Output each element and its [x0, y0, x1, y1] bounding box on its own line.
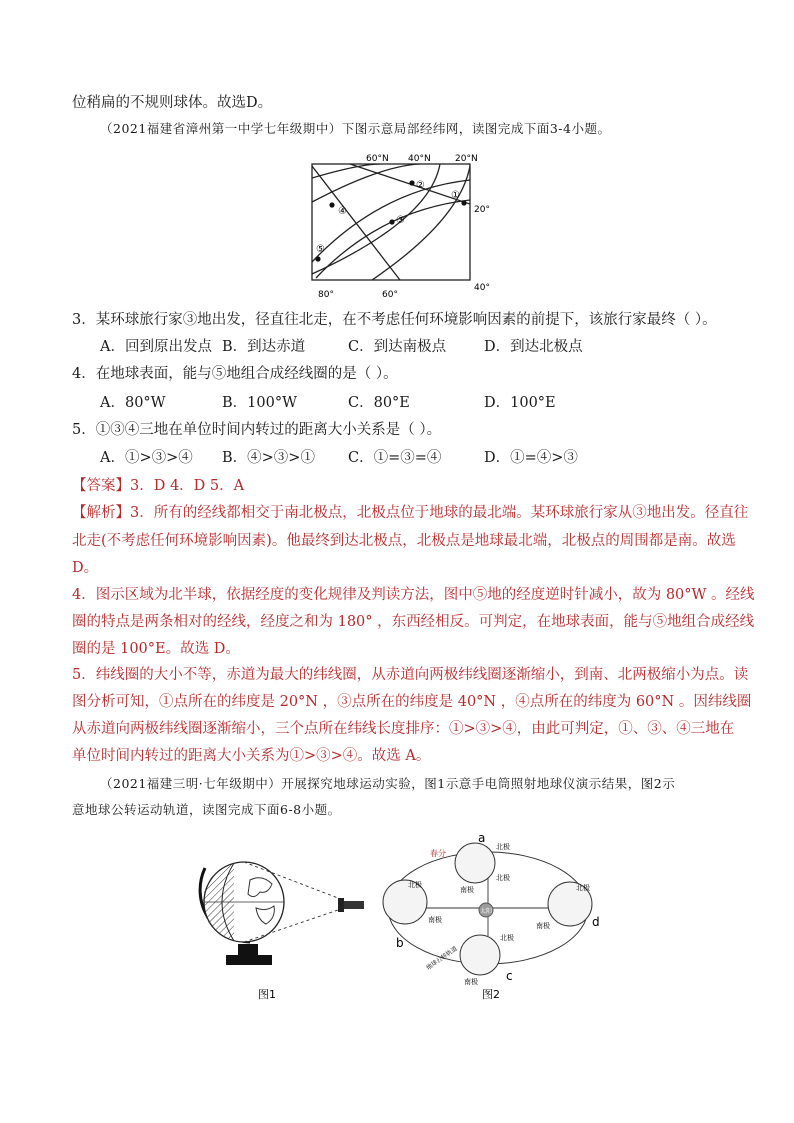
graticule-map — [0, 150, 794, 300]
dot-3 — [389, 219, 394, 224]
north-pole-a: 北极 — [496, 843, 510, 851]
letter-b: b — [396, 936, 404, 950]
analysis-line-1 — [72, 502, 748, 524]
q4-option-b: B．100°W — [222, 395, 297, 411]
answer-line — [72, 475, 244, 497]
question-3-stem: 3．某环球旅行家③地出发，径直往北走，在不考虑任何环境影响因素的前提下，该旅行家最终（ ）。 — [72, 312, 717, 328]
q4-option-c: C．80°E — [348, 395, 410, 411]
point-label-4: ④ — [338, 206, 347, 217]
right-label-20: 20° — [474, 205, 490, 215]
analysis-line-4: 4．图示区域为北半球，依据经度的变化规律及判读方法，图中⑤地的经度逆时针减小，故为 80°W 。经线 — [72, 587, 755, 603]
south-pole-d: 南极 — [536, 922, 550, 930]
q5-option-d: D．①=④>③ — [484, 450, 578, 466]
figure-2-orbit — [0, 820, 794, 1020]
top-label-60N: 60°N — [366, 154, 389, 164]
q5-option-c: C．①=③=④ — [348, 450, 442, 466]
q5-option-b: B．④>③>① — [222, 450, 315, 466]
letter-a: a — [478, 831, 486, 845]
analysis-line-2: 北走(不考虑任何环境影响因素)。他最终到达北极点，北极点是地球最北端，北极点的周围都是南。故选 — [72, 533, 736, 549]
top-label-20N: 20°N — [455, 154, 478, 164]
south-pole-c: 南极 — [464, 978, 478, 986]
q3-option-c: C．到达南极点 — [348, 339, 447, 355]
north-pole-d: 北极 — [576, 884, 590, 892]
sun-label: 太阳 — [480, 908, 493, 915]
figure-1-caption: 图1 — [258, 988, 276, 1001]
north-pole-b: 北极 — [408, 881, 422, 889]
section1-intro: （2021福建省漳州第一中学七年级期中）下图示意局部经纬网，读图完成下面3-4小题。 — [100, 121, 611, 136]
earth-c — [460, 935, 500, 975]
letter-c: c — [506, 969, 513, 983]
analysis-line-8: 图分析可知，①点所在的纬度是 20°N ，③点所在的纬度是 40°N ，④点所在的纬度为 60°N 。因纬线圈 — [72, 694, 752, 710]
analysis-line-3: D。 — [72, 560, 99, 576]
point-label-1: ① — [451, 190, 460, 201]
meridian-80 — [312, 166, 400, 280]
answer-label: 【答案】 — [72, 478, 130, 494]
question-4-stem: 4．在地球表面，能与⑤地组合成经线圈的是（ ）。 — [72, 366, 398, 382]
earth-a — [455, 843, 495, 883]
analysis-label: 【解析】 — [72, 505, 130, 521]
analysis-text-1: 3．所有的经线都相交于南北极点，北极点位于地球的最北端。某环球旅行家从③地出发。径直往 — [130, 505, 749, 521]
dot-5 — [315, 256, 320, 261]
analysis-line-5: 圈的特点是两条相对的经线，经度之和为 180° ，东西经相反。可判定，在地球表面，能与⑤地组合成经线 — [72, 614, 755, 630]
bottom-label-60: 60° — [382, 290, 398, 300]
section2-intro-line-1: （2021福建三明·七年级期中）开展探究地球运动实验，图1示意手电筒照射地球仪演示结果，图2示 — [100, 776, 676, 791]
q5-option-a: A．①>③>④ — [100, 450, 193, 466]
analysis-line-9: 从赤道向两极纬线圈逐渐缩小，三个点所在纬线长度排序：①>③>④，由此可判定，①、③、④三地在 — [72, 721, 735, 737]
season-label: 春分 — [430, 849, 446, 858]
north-pole-a2: 北极 — [496, 874, 510, 882]
orbit-label: 地球公转轨道 — [425, 945, 459, 972]
letter-d: d — [592, 915, 600, 929]
answer-text: 3．D 4．D 5．A — [130, 478, 245, 494]
south-pole-b: 南极 — [428, 916, 442, 924]
point-label-3: ③ — [396, 215, 405, 226]
point-label-2: ② — [416, 180, 425, 191]
q4-option-a: A．80°W — [100, 395, 166, 411]
south-pole-a: 南极 — [460, 886, 474, 894]
previous-answer-tail: 位稍扁的不规则球体。故选D。 — [72, 95, 273, 111]
analysis-line-10: 单位时间内转过的距离大小关系为①>③>④。故选 A。 — [72, 748, 431, 764]
dot-2 — [409, 180, 414, 185]
bottom-label-80: 80° — [318, 290, 334, 300]
analysis-line-6: 圈的是 100°E。故选 D。 — [72, 641, 240, 657]
dot-1 — [461, 200, 466, 205]
analysis-line-7: 5．纬线圈的大小不等，赤道为最大的纬线圈，从赤道向两极纬线圈逐渐缩小，到南、北两极缩小为点。读 — [72, 667, 749, 683]
q3-option-b: B．到达赤道 — [222, 339, 306, 355]
q3-option-a: A．回到原出发点 — [100, 339, 212, 355]
point-label-5: ⑤ — [316, 244, 325, 255]
dot-4 — [329, 202, 334, 207]
q3-option-d: D．到达北极点 — [484, 339, 583, 355]
right-label-40: 40° — [474, 283, 490, 293]
north-pole-c: 北极 — [500, 934, 514, 942]
question-5-stem: 5．①③④三地在单位时间内转过的距离大小关系是（ ）。 — [72, 422, 442, 438]
figure-2-caption: 图2 — [482, 988, 500, 1001]
q4-option-d: D．100°E — [484, 395, 556, 411]
top-label-40N: 40°N — [408, 154, 431, 164]
section2-intro-line-2: 意地球公转运动轨道，读图完成下面6-8小题。 — [72, 802, 341, 817]
